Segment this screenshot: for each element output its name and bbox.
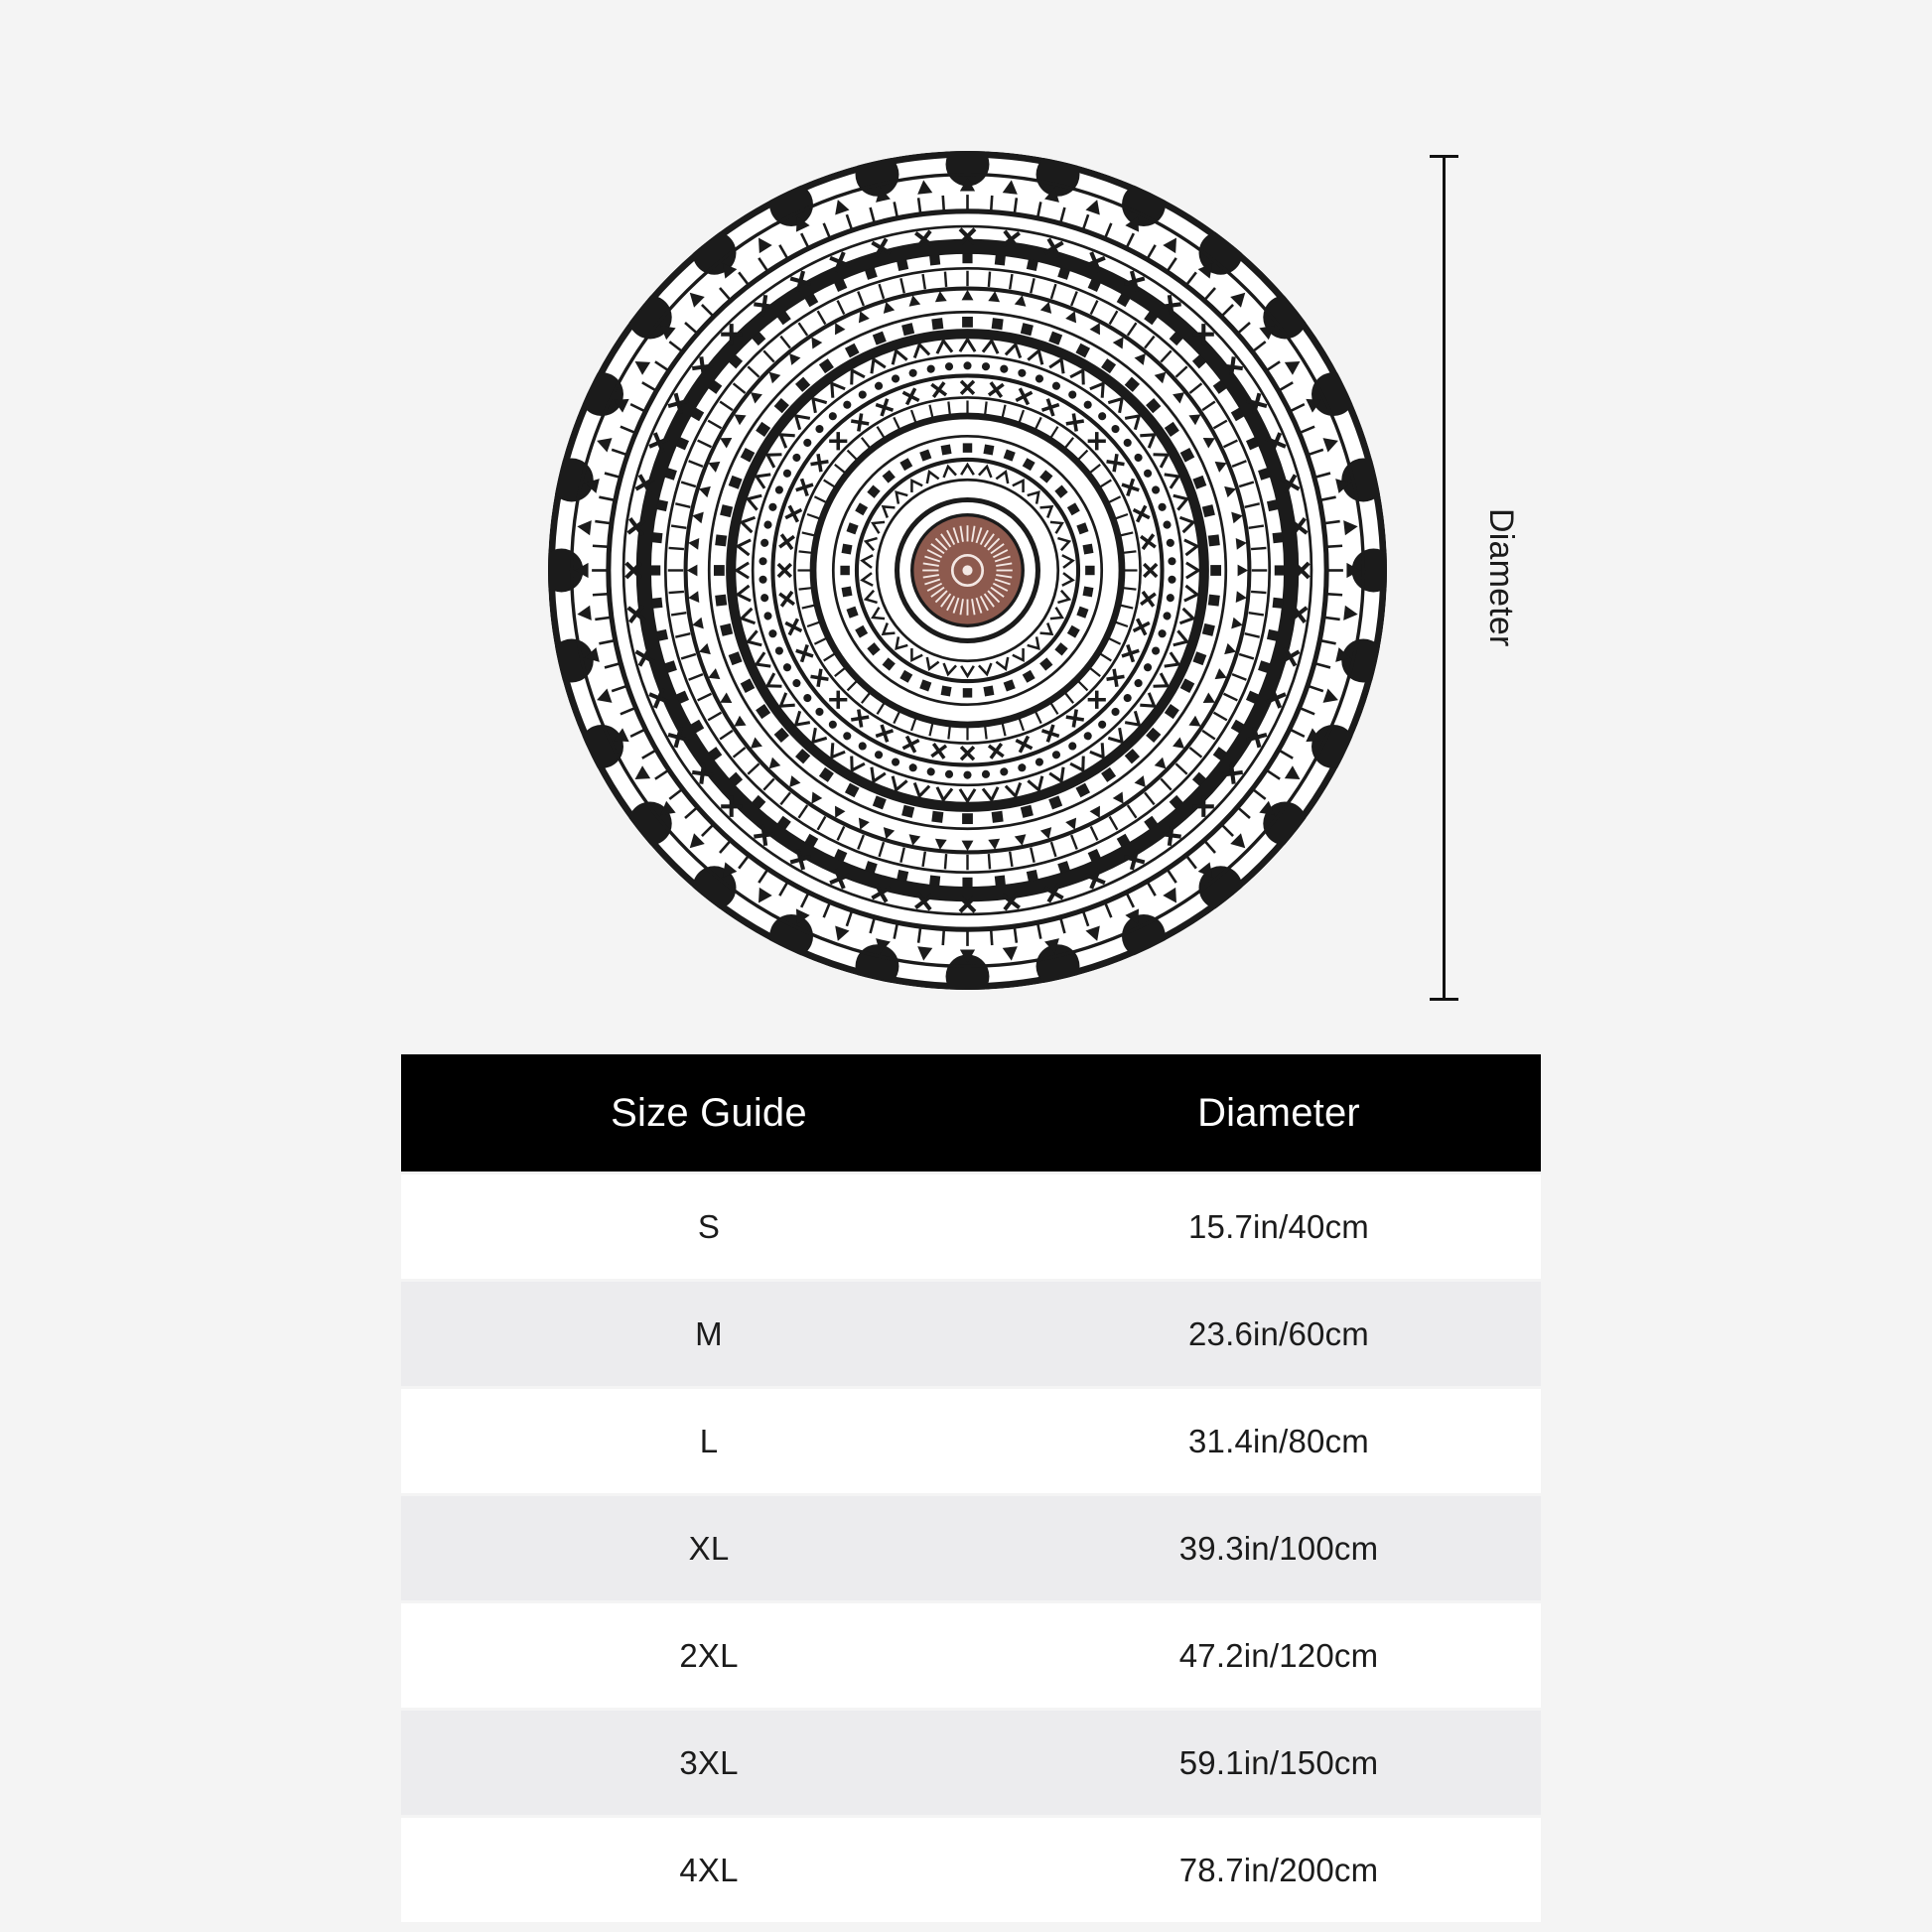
cell-size: L (699, 1422, 719, 1459)
measure-line (1443, 157, 1446, 999)
rug-image (548, 151, 1387, 990)
size-guide-table (401, 1054, 1541, 1922)
cell-diameter: 15.7in/40cm (1188, 1207, 1369, 1245)
cell-diameter: 23.6in/60cm (1188, 1314, 1369, 1352)
table-row (401, 1815, 1541, 1922)
table-header-row (401, 1054, 1541, 1172)
table-row (401, 1600, 1541, 1708)
cell-size: 2XL (679, 1636, 739, 1674)
table-row (401, 1279, 1541, 1386)
measure-cap-bottom (1430, 998, 1458, 1001)
cell-size: 4XL (679, 1851, 739, 1888)
cell-diameter: 31.4in/80cm (1188, 1422, 1369, 1459)
cell-diameter: 59.1in/150cm (1178, 1743, 1379, 1781)
cell-size: M (695, 1314, 723, 1352)
cell-size: XL (688, 1529, 730, 1567)
table-header-size: Size Guide (611, 1090, 807, 1135)
rug-graphic (548, 151, 1387, 990)
cell-size: S (697, 1207, 721, 1245)
table-row (401, 1386, 1541, 1493)
table-row (401, 1172, 1541, 1279)
table-row (401, 1493, 1541, 1600)
diameter-measure (1430, 151, 1559, 1005)
measure-label: Diameter (1482, 508, 1520, 647)
cell-size: 3XL (679, 1743, 739, 1781)
table-header-diameter: Diameter (1197, 1090, 1360, 1135)
cell-diameter: 47.2in/120cm (1178, 1636, 1379, 1674)
table-body (401, 1172, 1541, 1922)
cell-diameter: 39.3in/100cm (1178, 1529, 1379, 1567)
table-row (401, 1708, 1541, 1815)
cell-diameter: 78.7in/200cm (1178, 1851, 1379, 1888)
